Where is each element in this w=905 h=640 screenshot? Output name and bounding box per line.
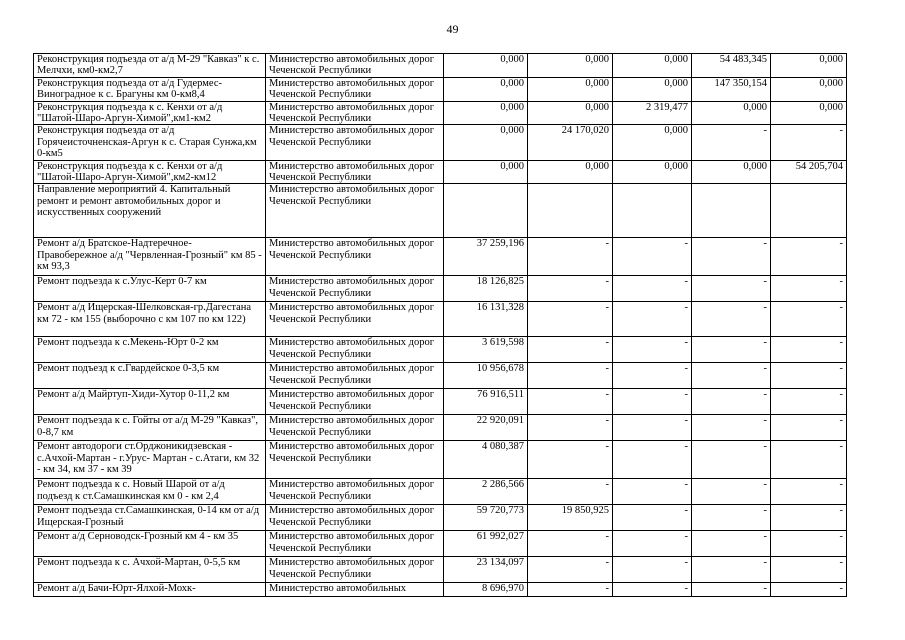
value-4: - xyxy=(692,415,771,441)
responsible-org: Министерство автомобильных дорог Чеченской Республики xyxy=(266,101,444,125)
value-3: - xyxy=(613,389,692,415)
road-object-name: Ремонт а/д Братское-Надтеречное-Правобережное а/д "Червленная-Грозный" км 85 - км 93,3 xyxy=(34,238,266,276)
value-3: - xyxy=(613,302,692,337)
value-4: - xyxy=(692,302,771,337)
table-row xyxy=(34,505,847,531)
table-row xyxy=(34,557,847,583)
value-5: 0,000 xyxy=(771,77,847,101)
value-1: 0,000 xyxy=(444,54,528,78)
value-2: - xyxy=(528,441,613,479)
value-3: - xyxy=(613,505,692,531)
value-1: 37 259,196 xyxy=(444,238,528,276)
value-2: 24 170,020 xyxy=(528,125,613,160)
value-4: 0,000 xyxy=(692,160,771,184)
value-3: - xyxy=(613,337,692,363)
value-1: 0,000 xyxy=(444,125,528,160)
value-2: - xyxy=(528,479,613,505)
value-4: 0,000 xyxy=(692,101,771,125)
value-4: - xyxy=(692,557,771,583)
table-row xyxy=(34,363,847,389)
road-object-name: Реконструкция подъезда к с. Кенхи от а/д "Шатой-Шаро-Аргун-Химой",км1-км2 xyxy=(34,101,266,125)
value-3: - xyxy=(613,238,692,276)
table-body xyxy=(34,54,847,597)
value-3: - xyxy=(613,557,692,583)
value-5: - xyxy=(771,238,847,276)
value-4: - xyxy=(692,276,771,302)
value-4: - xyxy=(692,583,771,597)
road-object-name: Реконструкция подъезда от а/д Горячеисточненская-Аргун к с. Старая Сунжа,км 0-км5 xyxy=(34,125,266,160)
responsible-org: Министерство автомобильных дорог Чеченской Республики xyxy=(266,54,444,78)
value-1: 0,000 xyxy=(444,101,528,125)
value-2: - xyxy=(528,389,613,415)
value-5: - xyxy=(771,302,847,337)
value-3: 0,000 xyxy=(613,125,692,160)
road-object-name: Ремонт подъезда к с.Улус-Керт 0-7 км xyxy=(34,276,266,302)
value-4: - xyxy=(692,337,771,363)
value-4: - xyxy=(692,505,771,531)
road-object-name: Ремонт а/д Ищерская-Шелковская-гр.Дагестана км 72 - км 155 (выборочно с км 107 по км 122) xyxy=(34,302,266,337)
table-row xyxy=(34,441,847,479)
value-2: - xyxy=(528,302,613,337)
value-2: - xyxy=(528,337,613,363)
value-3: 0,000 xyxy=(613,160,692,184)
road-object-name: Реконструкция подъезда от а/д Гудермес-Виноградное к с. Брагуны км 0-км8,4 xyxy=(34,77,266,101)
table-row xyxy=(34,415,847,441)
value-1: 76 916,511 xyxy=(444,389,528,415)
table-row xyxy=(34,583,847,597)
value-2: - xyxy=(528,415,613,441)
road-object-name: Ремонт подъезда к с. Новый Шарой от а/д подъезд к ст.Самашкинская км 0 - км 2,4 xyxy=(34,479,266,505)
value-1: 2 286,566 xyxy=(444,479,528,505)
value-4 xyxy=(692,184,771,238)
responsible-org: Министерство автомобильных дорог Чеченской Республики xyxy=(266,238,444,276)
value-5: 54 205,704 xyxy=(771,160,847,184)
table-row xyxy=(34,101,847,125)
table-row xyxy=(34,125,847,160)
responsible-org: Министерство автомобильных xyxy=(266,583,444,597)
road-object-name: Направление мероприятий 4. Капитальный ремонт и ремонт автомобильных дорог и искусственных сооружений xyxy=(34,184,266,238)
responsible-org: Министерство автомобильных дорог Чеченской Республики xyxy=(266,441,444,479)
value-5: - xyxy=(771,125,847,160)
value-5: - xyxy=(771,363,847,389)
responsible-org: Министерство автомобильных дорог Чеченской Республики xyxy=(266,77,444,101)
value-2: - xyxy=(528,557,613,583)
value-3: - xyxy=(613,415,692,441)
value-1: 0,000 xyxy=(444,160,528,184)
value-2: - xyxy=(528,531,613,557)
value-1: 16 131,328 xyxy=(444,302,528,337)
value-3: 0,000 xyxy=(613,54,692,78)
table-row xyxy=(34,337,847,363)
road-object-name: Ремонт подъезда ст.Самашкинская, 0-14 км от а/д Ищерская-Грозный xyxy=(34,505,266,531)
road-object-name: Ремонт подъезда к с. Гойты от а/д М-29 "Кавказ", 0-8,7 км xyxy=(34,415,266,441)
value-5: - xyxy=(771,337,847,363)
responsible-org: Министерство автомобильных дорог Чеченской Республики xyxy=(266,415,444,441)
table-row xyxy=(34,479,847,505)
value-2: - xyxy=(528,238,613,276)
table-row xyxy=(34,238,847,276)
responsible-org: Министерство автомобильных дорог Чеченской Республики xyxy=(266,276,444,302)
value-5: - xyxy=(771,441,847,479)
value-1: 22 920,091 xyxy=(444,415,528,441)
road-object-name: Ремонт а/д Майртуп-Хиди-Хутор 0-11,2 км xyxy=(34,389,266,415)
value-1: 61 992,027 xyxy=(444,531,528,557)
value-1: 3 619,598 xyxy=(444,337,528,363)
value-3: - xyxy=(613,363,692,389)
value-2 xyxy=(528,184,613,238)
responsible-org: Министерство автомобильных дорог Чеченской Республики xyxy=(266,160,444,184)
value-2: 19 850,925 xyxy=(528,505,613,531)
responsible-org: Министерство автомобильных дорог Чеченской Республики xyxy=(266,363,444,389)
value-5 xyxy=(771,184,847,238)
table-row xyxy=(34,531,847,557)
value-5: 0,000 xyxy=(771,54,847,78)
value-4: - xyxy=(692,238,771,276)
program-table xyxy=(33,53,847,597)
value-4: - xyxy=(692,531,771,557)
value-1: 23 134,097 xyxy=(444,557,528,583)
road-object-name: Ремонт подъезда к с.Мекень-Юрт 0-2 км xyxy=(34,337,266,363)
value-5: - xyxy=(771,415,847,441)
value-5: - xyxy=(771,389,847,415)
page-number: 49 xyxy=(446,22,459,36)
value-2: 0,000 xyxy=(528,77,613,101)
road-object-name: Ремонт подъезд к с.Гвардейское 0-3,5 км xyxy=(34,363,266,389)
road-object-name: Реконструкция подъезда от а/д М-29 "Кавказ" к с. Мелчхи, км0-км2,7 xyxy=(34,54,266,78)
responsible-org: Министерство автомобильных дорог Чеченской Республики xyxy=(266,505,444,531)
value-3: 0,000 xyxy=(613,77,692,101)
table-row xyxy=(34,54,847,78)
value-3: - xyxy=(613,276,692,302)
value-4: - xyxy=(692,479,771,505)
value-4: 147 350,154 xyxy=(692,77,771,101)
value-1: 10 956,678 xyxy=(444,363,528,389)
value-5: - xyxy=(771,479,847,505)
road-object-name: Ремонт а/д Серноводск-Грозный км 4 - км 35 xyxy=(34,531,266,557)
responsible-org: Министерство автомобильных дорог Чеченской Республики xyxy=(266,125,444,160)
value-1: 8 696,970 xyxy=(444,583,528,597)
responsible-org: Министерство автомобильных дорог Чеченской Республики xyxy=(266,184,444,238)
road-object-name: Реконструкция подъезда к с. Кенхи от а/д "Шатой-Шаро-Аргун-Химой",км2-км12 xyxy=(34,160,266,184)
value-3: - xyxy=(613,441,692,479)
responsible-org: Министерство автомобильных дорог Чеченской Республики xyxy=(266,302,444,337)
responsible-org: Министерство автомобильных дорог Чеченской Республики xyxy=(266,479,444,505)
value-1: 0,000 xyxy=(444,77,528,101)
value-2: - xyxy=(528,583,613,597)
table-row xyxy=(34,302,847,337)
value-3: - xyxy=(613,583,692,597)
value-5: - xyxy=(771,531,847,557)
responsible-org: Министерство автомобильных дорог Чеченской Республики xyxy=(266,531,444,557)
value-3: - xyxy=(613,531,692,557)
value-2: 0,000 xyxy=(528,54,613,78)
table-row xyxy=(34,276,847,302)
responsible-org: Министерство автомобильных дорог Чеченской Республики xyxy=(266,337,444,363)
table-row xyxy=(34,389,847,415)
value-5: - xyxy=(771,583,847,597)
value-3: - xyxy=(613,479,692,505)
road-object-name: Ремонт а/д Бачи-Юрт-Ялхой-Мохк- xyxy=(34,583,266,597)
value-1: 4 080,387 xyxy=(444,441,528,479)
value-1: 18 126,825 xyxy=(444,276,528,302)
table-row xyxy=(34,77,847,101)
value-2: 0,000 xyxy=(528,101,613,125)
value-5: - xyxy=(771,276,847,302)
table-row xyxy=(34,184,847,238)
value-5: - xyxy=(771,505,847,531)
value-1 xyxy=(444,184,528,238)
value-2: - xyxy=(528,276,613,302)
responsible-org: Министерство автомобильных дорог Чеченской Республики xyxy=(266,557,444,583)
value-5: - xyxy=(771,557,847,583)
road-object-name: Ремонт автодороги ст.Орджоникидзевская - с.Ачхой-Мартан - г.Урус- Мартан - с.Атаги, км 32 - км 34, км 37 - км 39 xyxy=(34,441,266,479)
value-2: - xyxy=(528,363,613,389)
value-3: 2 319,477 xyxy=(613,101,692,125)
value-4: - xyxy=(692,125,771,160)
value-1: 59 720,773 xyxy=(444,505,528,531)
value-2: 0,000 xyxy=(528,160,613,184)
road-object-name: Ремонт подъезда к с. Ачхой-Мартан, 0-5,5 км xyxy=(34,557,266,583)
responsible-org: Министерство автомобильных дорог Чеченской Республики xyxy=(266,389,444,415)
table-row xyxy=(34,160,847,184)
value-4: - xyxy=(692,441,771,479)
value-3 xyxy=(613,184,692,238)
value-4: 54 483,345 xyxy=(692,54,771,78)
value-4: - xyxy=(692,363,771,389)
value-4: - xyxy=(692,389,771,415)
value-5: 0,000 xyxy=(771,101,847,125)
